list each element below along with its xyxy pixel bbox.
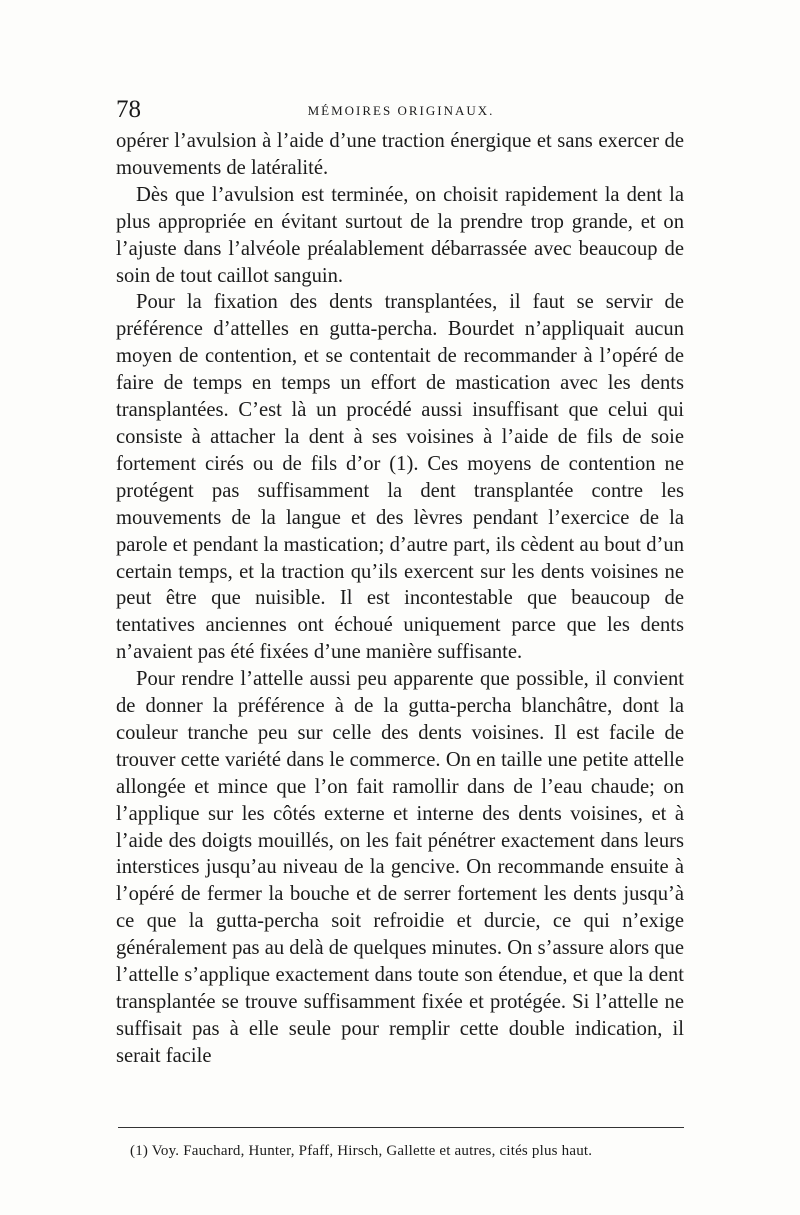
body-text: [116, 128, 684, 1070]
page-header: [116, 95, 686, 125]
paragraph-3: Pour la fixation des dents transplantées, il faut se servir de préférence d’attelles en gutta-percha. Bourdet n’appliquait aucun moyen de contention, et se contentait de recommander à l’opéré de faire de temps en temps un effort de mastication avec les dents transplantées. C’est là un procédé aussi insuffisant que celui qui consiste à attacher la dent à ses voisines à l’aide de fils de soie fortement cirés ou de fils d’or (1). Ces moyens de contention ne protégent pas suffisamment la dent transplantée contre les mouvements de la langue et des lèvres pendant l’exercice de la parole et pendant la mastication; d’autre part, ils cèdent au bout d’un certain temps, et la traction qu’ils exercent sur les dents voisines ne peut être que nuisible. Il est incontestable que beaucoup de tentatives anciennes ont échoué uniquement parce que les dents n’avaient pas été fixées d’une manière suffisante.: [116, 291, 684, 664]
footnote: (1) Voy. Fauchard, Hunter, Pfaff, Hirsch, Gallette et autres, cités plus haut.: [130, 1143, 593, 1159]
paragraph-1: opérer l’avulsion à l’aide d’une traction énergique et sans exercer de mouvements de latéralité.: [116, 130, 684, 179]
running-title: MÉMOIRES ORIGINAUX.: [307, 103, 495, 118]
page-number: 78: [116, 96, 141, 123]
footnote-divider: [118, 1127, 684, 1128]
paragraph-2: Dès que l’avulsion est terminée, on choisit rapidement la dent la plus appropriée en évitant surtout de la prendre trop grande, et on l’ajuste dans l’alvéole préalablement débarrassée avec beaucoup de soin de tout caillot sanguin.: [116, 183, 684, 287]
paragraph-4: Pour rendre l’attelle aussi peu apparente que possible, il convient de donner la préférence à de la gutta-percha blanchâtre, dont la couleur tranche peu sur celle des dents voisines. Il est facile de trouver cette variété dans le commerce. On en taille une petite attelle allongée et mince que l’on fait ramollir dans de l’eau chaude; on l’applique sur les côtés externe et interne des dents voisines, et à l’aide des doigts mouillés, on les fait pénétrer exactement dans leurs interstices jusqu’au niveau de la gencive. On recommande ensuite à l’opéré de fermer la bouche et de serrer fortement les dents jusqu’à ce que la gutta-percha soit refroidie et durcie, ce qui n’exige généralement pas au delà de quelques minutes. On s’assure alors que l’attelle s’applique exactement dans toute son étendue, et que la dent transplantée se trouve suffisamment fixée et protégée. Si l’attelle ne suffisait pas à elle seule pour remplir cette double indication, il serait facile: [116, 668, 684, 1067]
